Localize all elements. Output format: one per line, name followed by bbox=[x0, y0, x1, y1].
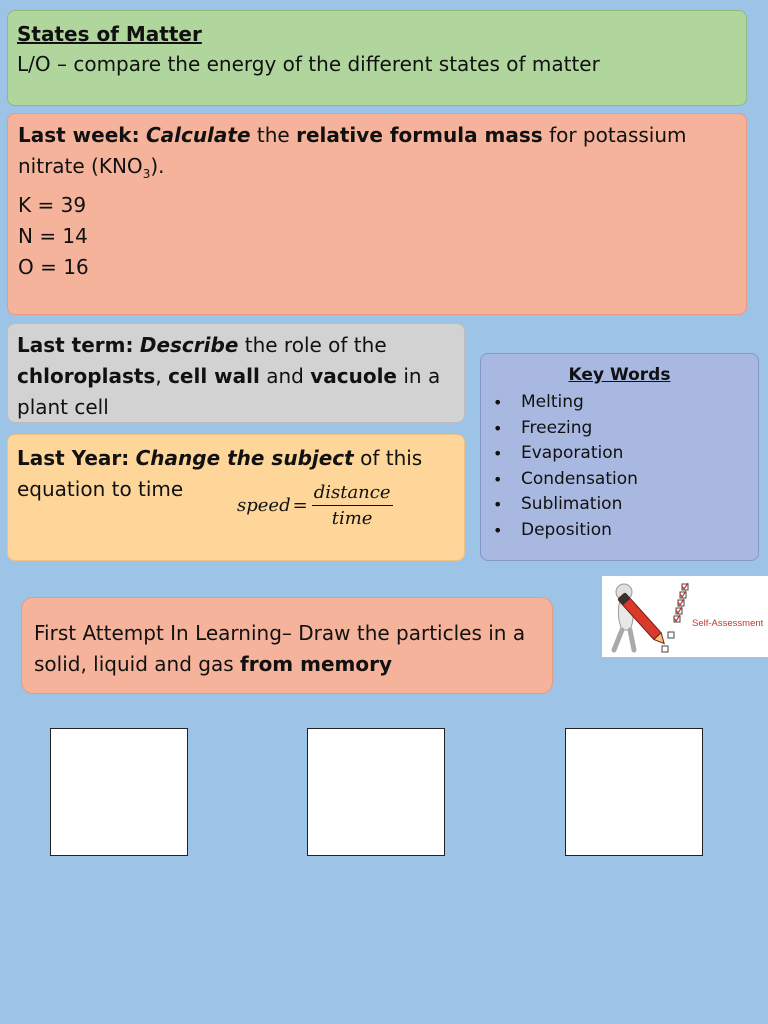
key-words-list bbox=[491, 390, 748, 543]
speed-equation bbox=[237, 482, 393, 529]
key-words-box bbox=[480, 353, 759, 561]
last-term-box bbox=[7, 323, 465, 423]
learning-objective: L/O – compare the energy of the different states of matter bbox=[17, 52, 600, 76]
last-year-verb: Change the subject bbox=[135, 446, 354, 470]
equation-fraction bbox=[312, 482, 393, 529]
self-assessment-image bbox=[602, 576, 768, 657]
last-year-box bbox=[7, 434, 465, 561]
last-term-bold-3: vacuole bbox=[310, 364, 397, 388]
last-week-box bbox=[7, 113, 747, 315]
solid-drawing-box[interactable] bbox=[50, 728, 188, 856]
first-attempt-text: First Attempt In Learning– Draw the particles in a solid, liquid and gas bbox=[34, 621, 526, 676]
figure-with-pencil-icon bbox=[602, 576, 768, 657]
last-week-label: Last week: bbox=[18, 123, 140, 147]
last-term-text-2: and bbox=[266, 364, 304, 388]
self-assessment-label: Self-Assessment bbox=[692, 618, 764, 629]
last-week-bold: relative formula mass bbox=[296, 123, 543, 147]
last-week-verb: Calculate bbox=[145, 123, 251, 147]
equation-equals: = bbox=[292, 495, 308, 516]
liquid-drawing-box[interactable] bbox=[307, 728, 445, 856]
page-title: States of Matter bbox=[17, 22, 202, 46]
first-attempt-bold: from memory bbox=[240, 652, 392, 676]
first-attempt-box bbox=[21, 597, 553, 694]
mass-line: K = 39 bbox=[18, 193, 87, 217]
last-year-text: of this equation to time bbox=[17, 446, 423, 501]
gas-drawing-box[interactable] bbox=[565, 728, 703, 856]
list-item: • Evaporation bbox=[491, 441, 748, 467]
equation-denominator: time bbox=[331, 508, 373, 529]
list-item: • Melting bbox=[491, 390, 748, 416]
last-week-text-3: ). bbox=[150, 154, 165, 178]
list-item: • Sublimation bbox=[491, 492, 748, 518]
last-week-text-2: for potassium nitrate (KNO bbox=[18, 123, 687, 178]
title-box bbox=[7, 10, 747, 106]
last-term-sep: , bbox=[155, 364, 162, 388]
last-term-verb: Describe bbox=[139, 333, 239, 357]
equation-lhs: speed bbox=[237, 495, 291, 516]
list-item: • Condensation bbox=[491, 467, 748, 493]
last-term-label: Last term: bbox=[17, 333, 134, 357]
last-year-label: Last Year: bbox=[17, 446, 130, 470]
mass-line: N = 14 bbox=[18, 224, 88, 248]
last-week-question bbox=[18, 120, 736, 190]
mass-line: O = 16 bbox=[18, 255, 89, 279]
last-week-text: the bbox=[256, 123, 290, 147]
last-term-bold-2: cell wall bbox=[168, 364, 260, 388]
list-item: • Deposition bbox=[491, 518, 748, 544]
list-item: • Freezing bbox=[491, 416, 748, 442]
last-term-text: the role of the bbox=[244, 333, 387, 357]
last-week-subscript: 3 bbox=[142, 167, 151, 181]
key-words-heading: Key Words bbox=[568, 365, 671, 385]
equation-numerator: distance bbox=[312, 482, 393, 506]
last-term-bold-1: chloroplasts bbox=[17, 364, 156, 388]
last-term-text-3: in a plant cell bbox=[17, 364, 441, 419]
